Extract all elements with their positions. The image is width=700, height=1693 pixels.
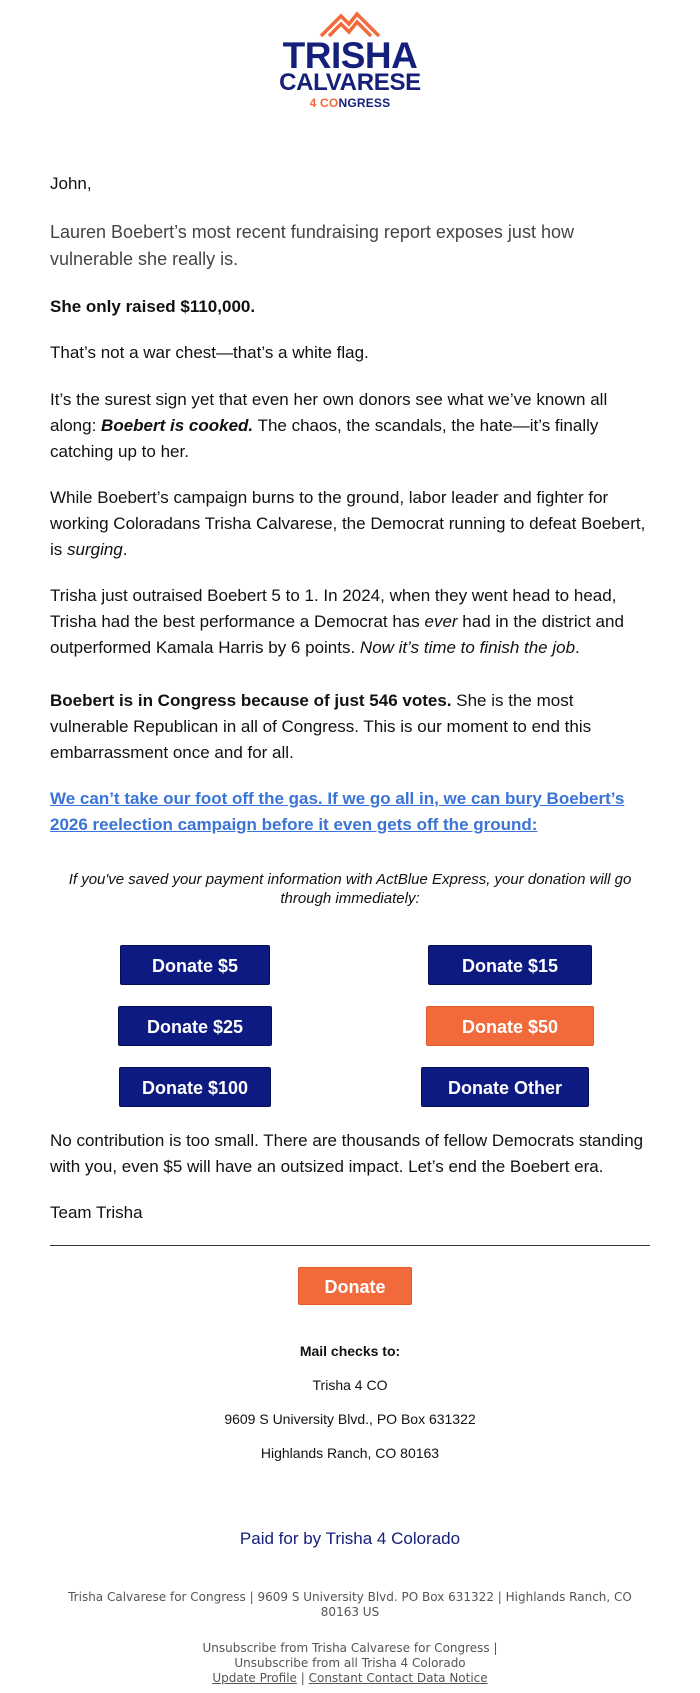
logo-tagline [0, 96, 700, 110]
cta-link[interactable]: We can’t take our foot off the gas. If we go all in, we can bury Boebert’s 2026 reelection campaign before it even gets off the ground: [50, 789, 625, 834]
surging-paragraph [50, 485, 650, 563]
campaign-logo [0, 10, 700, 110]
paid-for-disclaimer: Paid for by Trisha 4 Colorado [239, 1529, 461, 1548]
outraised-text-c: had in the district and outperformed Kamala Harris by 6 points. [50, 612, 624, 657]
cooked-text-a: It’s the surest sign yet that even her own donors see what we’ve known all along: [50, 390, 608, 435]
mountain-icon [315, 10, 385, 38]
fundraising-highlight: She only raised $110,000. [50, 297, 256, 316]
cooked-emphasis: Boebert is cooked. [101, 416, 254, 435]
ever-emphasis: ever [424, 612, 458, 631]
outraised-text-a: Trisha just outraised Boebert 5 to 1. In 2024, when they went head to head, Trisha had the best performance a Democrat has [50, 586, 617, 631]
donate-25-button[interactable]: Donate $25 [118, 1006, 272, 1046]
surging-text-a: While Boebert’s campaign burns to the ground, labor leader and fighter for working Coloradans Trisha Calvarese, the Democrat running to defeat Boebert, is [50, 488, 646, 559]
donate-50-button[interactable]: Donate $50 [426, 1006, 594, 1046]
footer-address [0, 1590, 700, 1620]
unsubscribe-campaign-link[interactable]: Unsubscribe from Trisha Calvarese for Congress | [202, 1641, 498, 1655]
surging-text-c: . [122, 540, 128, 559]
closing-paragraph: No contribution is too small. There are thousands of fellow Democrats standing with you, even $5 will have an outsized impact. Let’s end the Boebert era. [50, 1131, 644, 1176]
footer-donate-button[interactable]: Donate [298, 1267, 412, 1305]
cooked-paragraph [50, 387, 650, 465]
intro-paragraph: Lauren Boebert’s most recent fundraising report exposes just how vulnerable she really is. [50, 222, 574, 269]
logo-name-first: TRISHA [282, 35, 418, 76]
logo-tagline-rest: NGRESS [338, 96, 391, 110]
donate-5-button[interactable]: Donate $5 [120, 945, 270, 985]
logo-tagline-accent: 4 CO [309, 96, 339, 110]
votes-text-b: She is the most vulnerable Republican in all of Congress. This is our moment to end this embarrassment once and for all. [50, 691, 592, 762]
outraised-paragraph [50, 583, 650, 661]
cooked-text-c: The chaos, the scandals, the hate—it’s finally catching up to her. [50, 416, 599, 461]
outraised-text-e: . [575, 638, 580, 657]
donate-100-button[interactable]: Donate $100 [119, 1067, 271, 1107]
footer-links [0, 1641, 700, 1686]
mail-name: Trisha 4 CO [312, 1377, 388, 1393]
footer-separator: | [296, 1671, 309, 1685]
votes-paragraph [50, 688, 650, 766]
actblue-note: If you've saved your payment information with ActBlue Express, your donation will go through immediately: [68, 871, 632, 907]
divider [50, 1245, 650, 1246]
donate-other-button[interactable]: Donate Other [421, 1067, 589, 1107]
mail-city: Highlands Ranch, CO 80163 [260, 1445, 440, 1461]
white-flag-paragraph: That’s not a war chest—that’s a white flag. [50, 343, 369, 362]
mail-heading: Mail checks to: [299, 1343, 401, 1359]
logo-name-last: CALVARESE [279, 69, 421, 96]
cta-paragraph[interactable] [50, 786, 650, 838]
signoff: Team Trisha [50, 1203, 143, 1222]
data-notice-link[interactable]: Constant Contact Data Notice [308, 1671, 488, 1685]
footer-profile-row [0, 1671, 700, 1686]
mail-street: 9609 S University Blvd., PO Box 631322 [224, 1411, 476, 1427]
finish-emphasis: Now it’s time to finish the job [359, 638, 576, 657]
footer-address-line1: Trisha Calvarese for Congress | 9609 S University Blvd. PO Box 631322 | Highlands Ranch, CO [68, 1590, 632, 1604]
greeting: John, [50, 174, 92, 193]
donate-15-button[interactable]: Donate $15 [428, 945, 592, 985]
surging-emphasis: surging [67, 540, 123, 559]
unsubscribe-all-link[interactable]: Unsubscribe from all Trisha 4 Colorado [234, 1656, 466, 1670]
votes-emphasis: Boebert is in Congress because of just 546 votes. [50, 691, 452, 710]
footer-address-line2: 80163 US [320, 1605, 380, 1619]
update-profile-link[interactable]: Update Profile [212, 1671, 297, 1685]
